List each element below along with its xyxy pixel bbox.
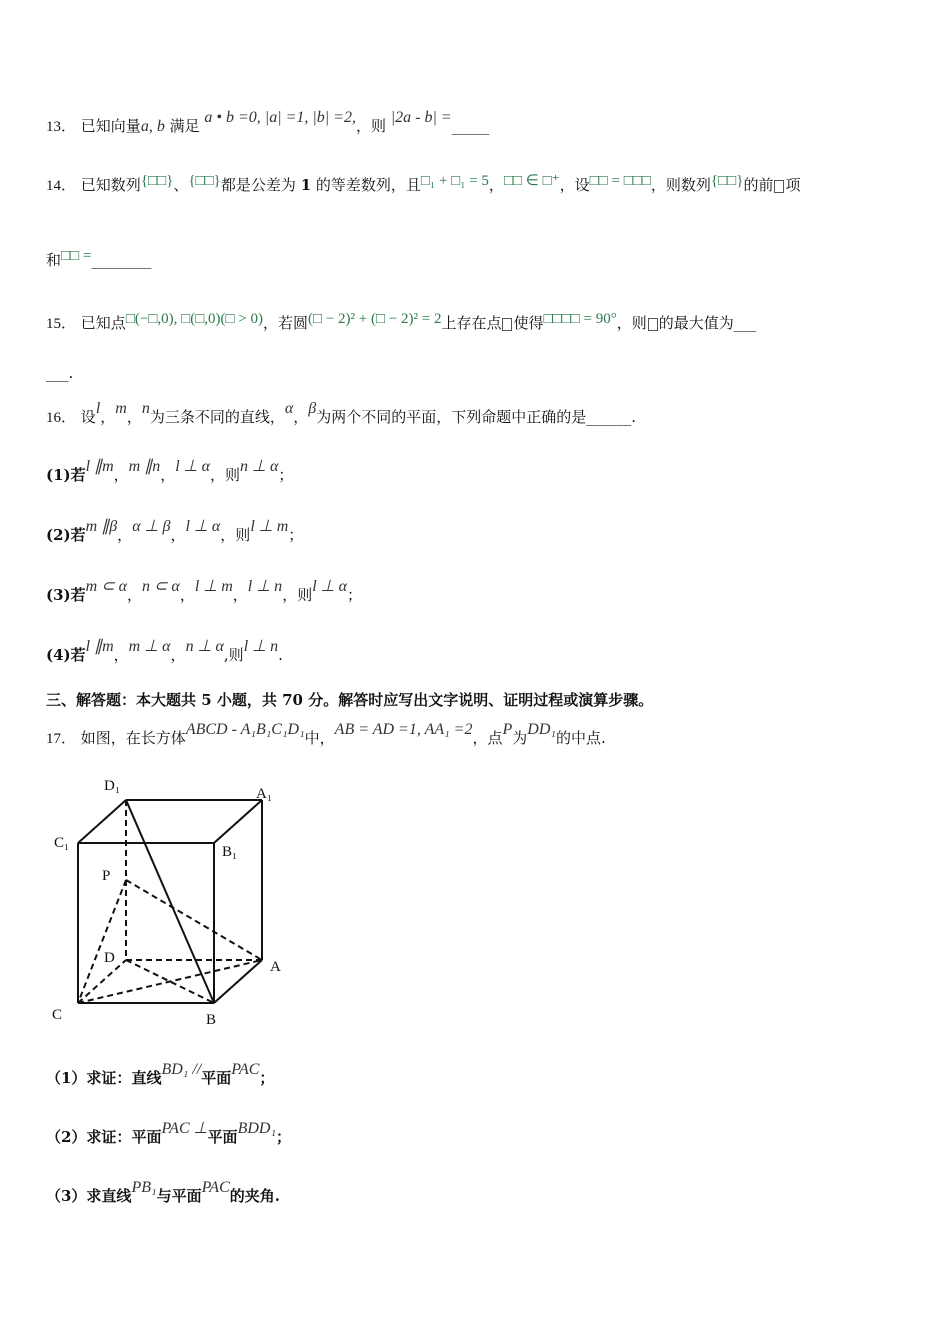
question-15 xyxy=(46,313,756,334)
section-heading: 三、解答题：本大题共 5 小题，共 70 分。解答时应写出文字说明、证明过程或演算步骤。 xyxy=(46,691,654,709)
math: n xyxy=(141,400,150,417)
math: n ⊥ α xyxy=(185,638,224,655)
math: P xyxy=(502,721,513,738)
math: □₁ + □₁ = 5 xyxy=(420,173,489,189)
q17-part-1 xyxy=(46,1061,275,1089)
text: （3）求直线 xyxy=(46,1187,132,1205)
math: {□□} xyxy=(140,173,174,189)
math: l xyxy=(95,400,101,417)
text: 项 xyxy=(785,176,801,194)
math: α ⊥ β xyxy=(132,518,171,535)
edge-B1A1 xyxy=(214,800,262,843)
math: BDD₁ xyxy=(237,1120,277,1137)
text: ，若圆 xyxy=(263,314,309,332)
math: PB₁ xyxy=(131,1179,157,1196)
text: ； xyxy=(288,526,304,544)
text: ,则 xyxy=(223,646,244,664)
text: 都是公差为 xyxy=(220,176,296,194)
text: ，则数列 xyxy=(650,176,711,194)
label-C: C xyxy=(52,1007,63,1023)
segment-D1B xyxy=(126,800,214,1003)
math: l ⊥ m xyxy=(250,518,289,535)
text: ； xyxy=(276,1128,292,1146)
math: l ∥m xyxy=(85,458,114,475)
text: . xyxy=(278,646,283,664)
math: m ∥β xyxy=(85,518,118,535)
math: m ⊥ α xyxy=(128,638,171,655)
question-14-cont xyxy=(46,250,151,271)
math: □□ ∈ □⁺ xyxy=(503,173,560,189)
math: ABCD - A₁B₁C₁D₁ xyxy=(185,721,305,738)
label-D: D xyxy=(104,950,115,966)
text: ； xyxy=(278,466,294,484)
text: 如图，在长方体 xyxy=(80,729,186,747)
math: l ⊥ α xyxy=(185,518,221,535)
text: （2）求证：平面 xyxy=(46,1128,162,1146)
text: 平面 xyxy=(207,1128,238,1146)
label-B: B xyxy=(206,1012,217,1028)
placeholder-box xyxy=(648,318,658,331)
proposition-3: (3)若m ⊂ α，n ⊂ α，l ⊥ m，l ⊥ n，则l ⊥ α； xyxy=(46,578,362,604)
question-14 xyxy=(46,175,800,196)
text: 1 xyxy=(300,176,312,194)
text: （1）求证：直线 xyxy=(46,1069,162,1087)
answer-blank: ______. xyxy=(586,408,637,426)
question-13 xyxy=(46,109,490,137)
math: l ⊥ α xyxy=(175,458,211,475)
math: m ⊂ α xyxy=(85,578,127,595)
math: a, b xyxy=(140,118,165,135)
q17-part-3 xyxy=(46,1179,280,1207)
math: m xyxy=(115,400,127,417)
math: l ∥m xyxy=(85,638,114,655)
answer-blank: ___. xyxy=(46,364,74,382)
proposition-label: (2)若 xyxy=(46,526,86,544)
proposition-label: (1)若 xyxy=(46,466,86,484)
label-A: A xyxy=(270,959,281,975)
text: 为两个不同的平面，下列命题中正确的是 xyxy=(316,408,587,426)
proposition-2: (2)若m ∥β，α ⊥ β，l ⊥ α，则l ⊥ m； xyxy=(46,518,304,544)
question-number: 17． xyxy=(46,731,77,747)
math: PAC ⊥ xyxy=(161,1120,208,1137)
text: 为 xyxy=(512,729,528,747)
text: ，则 xyxy=(282,586,313,604)
question-16: 16． 设l，m，n为三条不同的直线，α，β为两个不同的平面，下列命题中正确的是______. xyxy=(46,400,637,426)
math: l ⊥ α xyxy=(312,578,347,595)
text: 的中点. xyxy=(555,729,606,747)
math-expression: |2a - b| = xyxy=(390,109,452,126)
question-number: 15． xyxy=(46,316,77,332)
math: {□□} xyxy=(710,173,744,189)
segment-PA xyxy=(126,880,262,960)
segment-PC xyxy=(78,880,126,1003)
text: 的等差数列，且 xyxy=(315,176,421,194)
answer-blank: ___ xyxy=(733,314,757,332)
answer-blank: _____ xyxy=(451,117,490,135)
text: 的最大值为 xyxy=(658,314,734,332)
text: 为三条不同的直线， xyxy=(149,408,285,426)
label-D1: D₁ xyxy=(104,778,121,794)
proposition-label: (4)若 xyxy=(46,646,86,664)
math: l ⊥ n xyxy=(247,578,283,595)
text: 的夹角. xyxy=(229,1187,280,1205)
proposition-label: (3)若 xyxy=(46,586,86,604)
text: 、 xyxy=(173,176,189,194)
text: 与平面 xyxy=(156,1187,202,1205)
question-number: 13． xyxy=(46,119,77,135)
label-B1: B₁ xyxy=(222,844,238,860)
text: ，则 xyxy=(220,526,251,544)
edge-C1D1 xyxy=(78,800,126,843)
text: 设 xyxy=(80,408,96,426)
segment-CA xyxy=(78,960,262,1003)
math: n ⊥ α xyxy=(240,458,279,475)
text: ； xyxy=(346,586,362,604)
answer-blank: ________ xyxy=(91,251,152,269)
text: ，设 xyxy=(559,176,590,194)
text: ； xyxy=(259,1069,275,1087)
proposition-4: (4)若l ∥m，m ⊥ α，n ⊥ α,则l ⊥ n. xyxy=(46,638,283,664)
text: 已知数列 xyxy=(80,176,141,194)
math: □□□□ = 90° xyxy=(543,311,617,327)
text: ，则 xyxy=(616,314,647,332)
math: β xyxy=(308,400,317,417)
label-C1: C₁ xyxy=(54,835,70,851)
text: 的前 xyxy=(743,176,774,194)
math: α xyxy=(284,400,294,417)
math-condition: a • b =0, |a| =1, |b| =2, xyxy=(204,109,356,126)
text: ，点 xyxy=(472,729,503,747)
text: ， xyxy=(488,176,504,194)
question-number: 14． xyxy=(46,178,77,194)
math: AB = AD =1, AA₁ =2 xyxy=(334,721,473,738)
q17-part-2 xyxy=(46,1120,292,1148)
math: n ⊂ α xyxy=(142,578,180,595)
math: □□ = □□□ xyxy=(589,173,651,189)
text: 上存在点 xyxy=(441,314,502,332)
math: l ⊥ m xyxy=(194,578,233,595)
question-number: 16． xyxy=(46,410,77,426)
math: □□ = xyxy=(61,248,92,264)
text: 和 xyxy=(46,251,62,269)
text: ，则 xyxy=(210,466,241,484)
math: (□ − 2)² + (□ − 2)² = 2 xyxy=(308,311,442,327)
math: PAC xyxy=(231,1061,260,1078)
question-15-cont xyxy=(46,363,73,383)
text: 已知向量 xyxy=(80,117,141,135)
math: DD₁ xyxy=(527,721,556,738)
math: PAC xyxy=(201,1179,230,1196)
placeholder-box xyxy=(774,180,784,193)
text: ，则 xyxy=(355,117,386,135)
math: BD₁ // xyxy=(161,1061,202,1078)
text: 满足 xyxy=(169,117,200,135)
math: □(−□,0), □(□,0)(□ > 0) xyxy=(125,311,264,327)
text: 已知点 xyxy=(80,314,126,332)
math: l ⊥ n xyxy=(243,638,279,655)
text: 使得 xyxy=(513,314,544,332)
text: 平面 xyxy=(201,1069,232,1087)
question-17 xyxy=(46,721,606,749)
text: 中， xyxy=(304,729,335,747)
math: {□□} xyxy=(188,173,221,189)
label-P: P xyxy=(102,868,111,884)
cuboid-figure xyxy=(40,770,300,1030)
math: m ∥n xyxy=(128,458,161,475)
proposition-1: (1)若l ∥m，m ∥n，l ⊥ α，则n ⊥ α； xyxy=(46,458,294,484)
label-A1: A₁ xyxy=(256,786,273,802)
placeholder-box xyxy=(502,318,512,331)
